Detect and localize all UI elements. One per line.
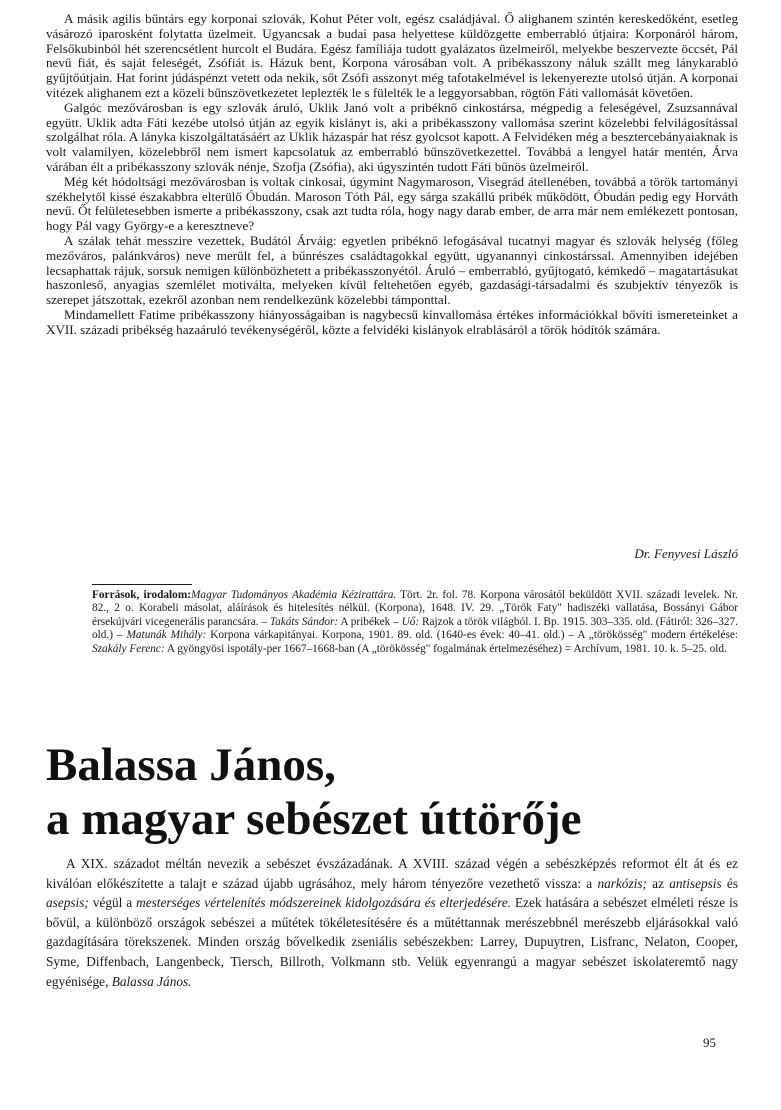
italic-run: Matunák Mihály: <box>126 629 207 642</box>
author-signature: Dr. Fenyvesi László <box>634 546 738 561</box>
paragraph: A másik agilis bűntárs egy korponai szlovák, Kohut Péter volt, egész családjával. Ő alighanem szintén kereskedőként, esetleg vásározó iparosként folytatta üzelmeit. Ugyancsak a budai pasa helyettese küldözgette emberrabló útjaira: Korponáról három, Felsőkubinból hét szerencsétlent hurcolt el Budára. Egész famíliája tudott gyalázatos üzelmeiről, melyekbe beszervezte öccsét, Pál nevű fiát, és saját feleségét, Zsófiát is. Házuk bent, Korpona városában volt. A pribékasszony náluk szállt meg lánykarabló gyűjtőútjain. Hat forint júdáspénzt vetett oda nekik, sőt Zsófi asszonyt még tafotakelmével is lekenyerezte utolsó útján. A korponai vitézek alighanem ezt a közeli bűnszövetkezetet leplezték le s fülelték le a leggyorsabban, rögtön Fáti vallomását követően. <box>46 11 738 100</box>
text-run: végül a <box>88 895 137 911</box>
text-run: Ezek hatására a sebészet elméleti része is bővül, a különböző országok sebészei a műtétek tökéletesítésére és a műtéttannak merészebbnél merészebb eljárásokkal való gazdagítására törekszenek. Minden ország bővelkedik zseniális sebészekben: Larrey, Dupuytren, Lisfranc, Nelaton, Cooper, Syme, Diffenbach, Langenbeck, Tiersch, Billroth, Volkmann stb. Velük egyenrangú a magyar sebészet iskolateremtő nagy egyénisége, <box>46 895 738 989</box>
article-title-line-2: a magyar sebészet úttörője <box>46 793 582 845</box>
paragraph: A szálak tehát messzire vezettek, Budától Árváig: egyetlen pribéknő lefogásával tucatnyi magyar és szlovák helység (főleg mezőváros, palánkváros) neve merült fel, a bűnrészes családtagokkal együtt, ugyanannyi cinkostárssal. Amennyiben idejében lecsaphattak rájuk, sorsuk nemigen különbözhetett a pribékasszonyétól. Áruló – emberrabló, gyűjtogató, kémkedő – magatartásukat haszonleső, anyagias szemlélet motiválta, melyeken kívül feltehetően egyéb, gazdasági-társadalmi és szubjektív tényezők is szerepet játszottak, ezekről azonban nem rendelkezünk közelebbi támponttal. <box>46 232 738 308</box>
italic-run: narkózis; <box>597 875 647 891</box>
sources-note <box>92 584 738 656</box>
text-run: A pribékek – <box>338 615 402 628</box>
article-fatime-text <box>46 12 738 338</box>
italic-run: mesterséges vértelenítés módszereinek kidolgozására és elterjedésére. <box>136 895 512 911</box>
text-run: és <box>721 875 739 891</box>
text-run: az <box>646 875 670 891</box>
text-run: A XIX. századot méltán nevezik a sebészet évszázadának. A XVIII. század végén a sebészképzés reformot élt át és ez kiválóan előkészítette a talajt e század újabb ugrásához, mely három tényezőre vezethető vissza: a <box>46 856 738 891</box>
article-title-line-1: Balassa János, <box>46 739 336 791</box>
text-run: Tört. 2r. fol. 78. Korpona városától beküldött XVII. századi levelek. Nr. 82., 2 o. Korabeli másolat, aláírások és hitelesítés nélkül. (Korpona), 1648. IV. 29. „Török Faty" hadiszéki vallatása, Bossányi Gábor érsekújvári vicegenerális parancsára. – <box>92 589 738 628</box>
rule-gap <box>192 584 752 586</box>
text-run: A gyöngyösi ispotály-per 1667–1668-ban (A „törökösség" fogalmának értelmezéséhez) = Archívum, 1981. 10. k. 5–25. old. <box>164 642 727 655</box>
italic-run: antisepsis <box>669 875 722 891</box>
paragraph: Mindamellett Fatime pribékasszony hiányosságaiban is nagybecsű kínvallomása értékes információkkal bővíti ismereteinket a XVII. századi pribékség hazaáruló tevékenységéről, közte a felvidéki kislányok elrablásáról a török hódítók számára. <box>46 306 738 337</box>
page-number: 95 <box>703 1035 716 1050</box>
italic-run: Balassa János. <box>111 973 192 989</box>
sources-lead: Források, irodalom: <box>92 589 192 601</box>
italic-run: Takáts Sándor: <box>269 615 339 628</box>
paragraph: Még két hódoltsági mezővárosban is voltak cinkosai, úgymint Nagymaroson, Visegrád átellenében, továbbá a török tartományi székhelytől kissé északabbra elterülő Óbudán. Maroson Tóth Pál, egy sárga szakállú pribék működött, Óbudán pedig egy Horváth nevű. Őt felületesebben ismerte a pribékasszony, csak azt tudta róla, hogy nagy darab ember, de arra már nem emlékezett pontosan, hogy Pál vagy György-e a keresztneve? <box>46 173 738 234</box>
paragraph: Galgóc mezővárosban is egy szlovák áruló, Uklik Janó volt a pribéknő cinkostársa, mégpedig a feleségével, Zsuzsannával együtt. Uklik adta Fáti kezébe utolsó útján az egyik kislányt is, aki a pribékasszony vallomása szerint közelebbi felvilágosítással szolgálhat róla. A lányka kiszolgáltatásáért az Uklik házaspár hat rész gyolcsot kapott. A Felvidéken még a besztercebányaiaknak is volt valamilyen, közelebbről nem ismert kapcsolatuk az emberrabló bűnszövetkezettel. Továbbá a lengyel határ mentén, Árva várában élt a pribékasszony szlovák nénje, Szofja (Zsófia), aki úgyszintén tudott Fáti bűnös üzelmeiről. <box>46 99 738 174</box>
italic-run: Szakály Ferenc: <box>92 642 165 655</box>
italic-run: Uő: <box>401 615 420 628</box>
italic-run: Magyar Tudományos Akadémia Kézirattára. <box>191 589 397 601</box>
article-title <box>46 738 746 846</box>
paragraph <box>46 854 738 991</box>
article-balassa-text <box>46 854 738 991</box>
italic-run: asepsis; <box>46 895 89 911</box>
text-run: Rajzok a török világból. I. Bp. 1915. 303–335. old. (Fátiról: 326–327. old.) – <box>92 615 739 642</box>
text-run: Korpona várkapitányai. Korpona, 1901. 89. old. (1640-es évek: 40–41. old.) – A „törökösség" modern értékelése: <box>206 629 739 642</box>
